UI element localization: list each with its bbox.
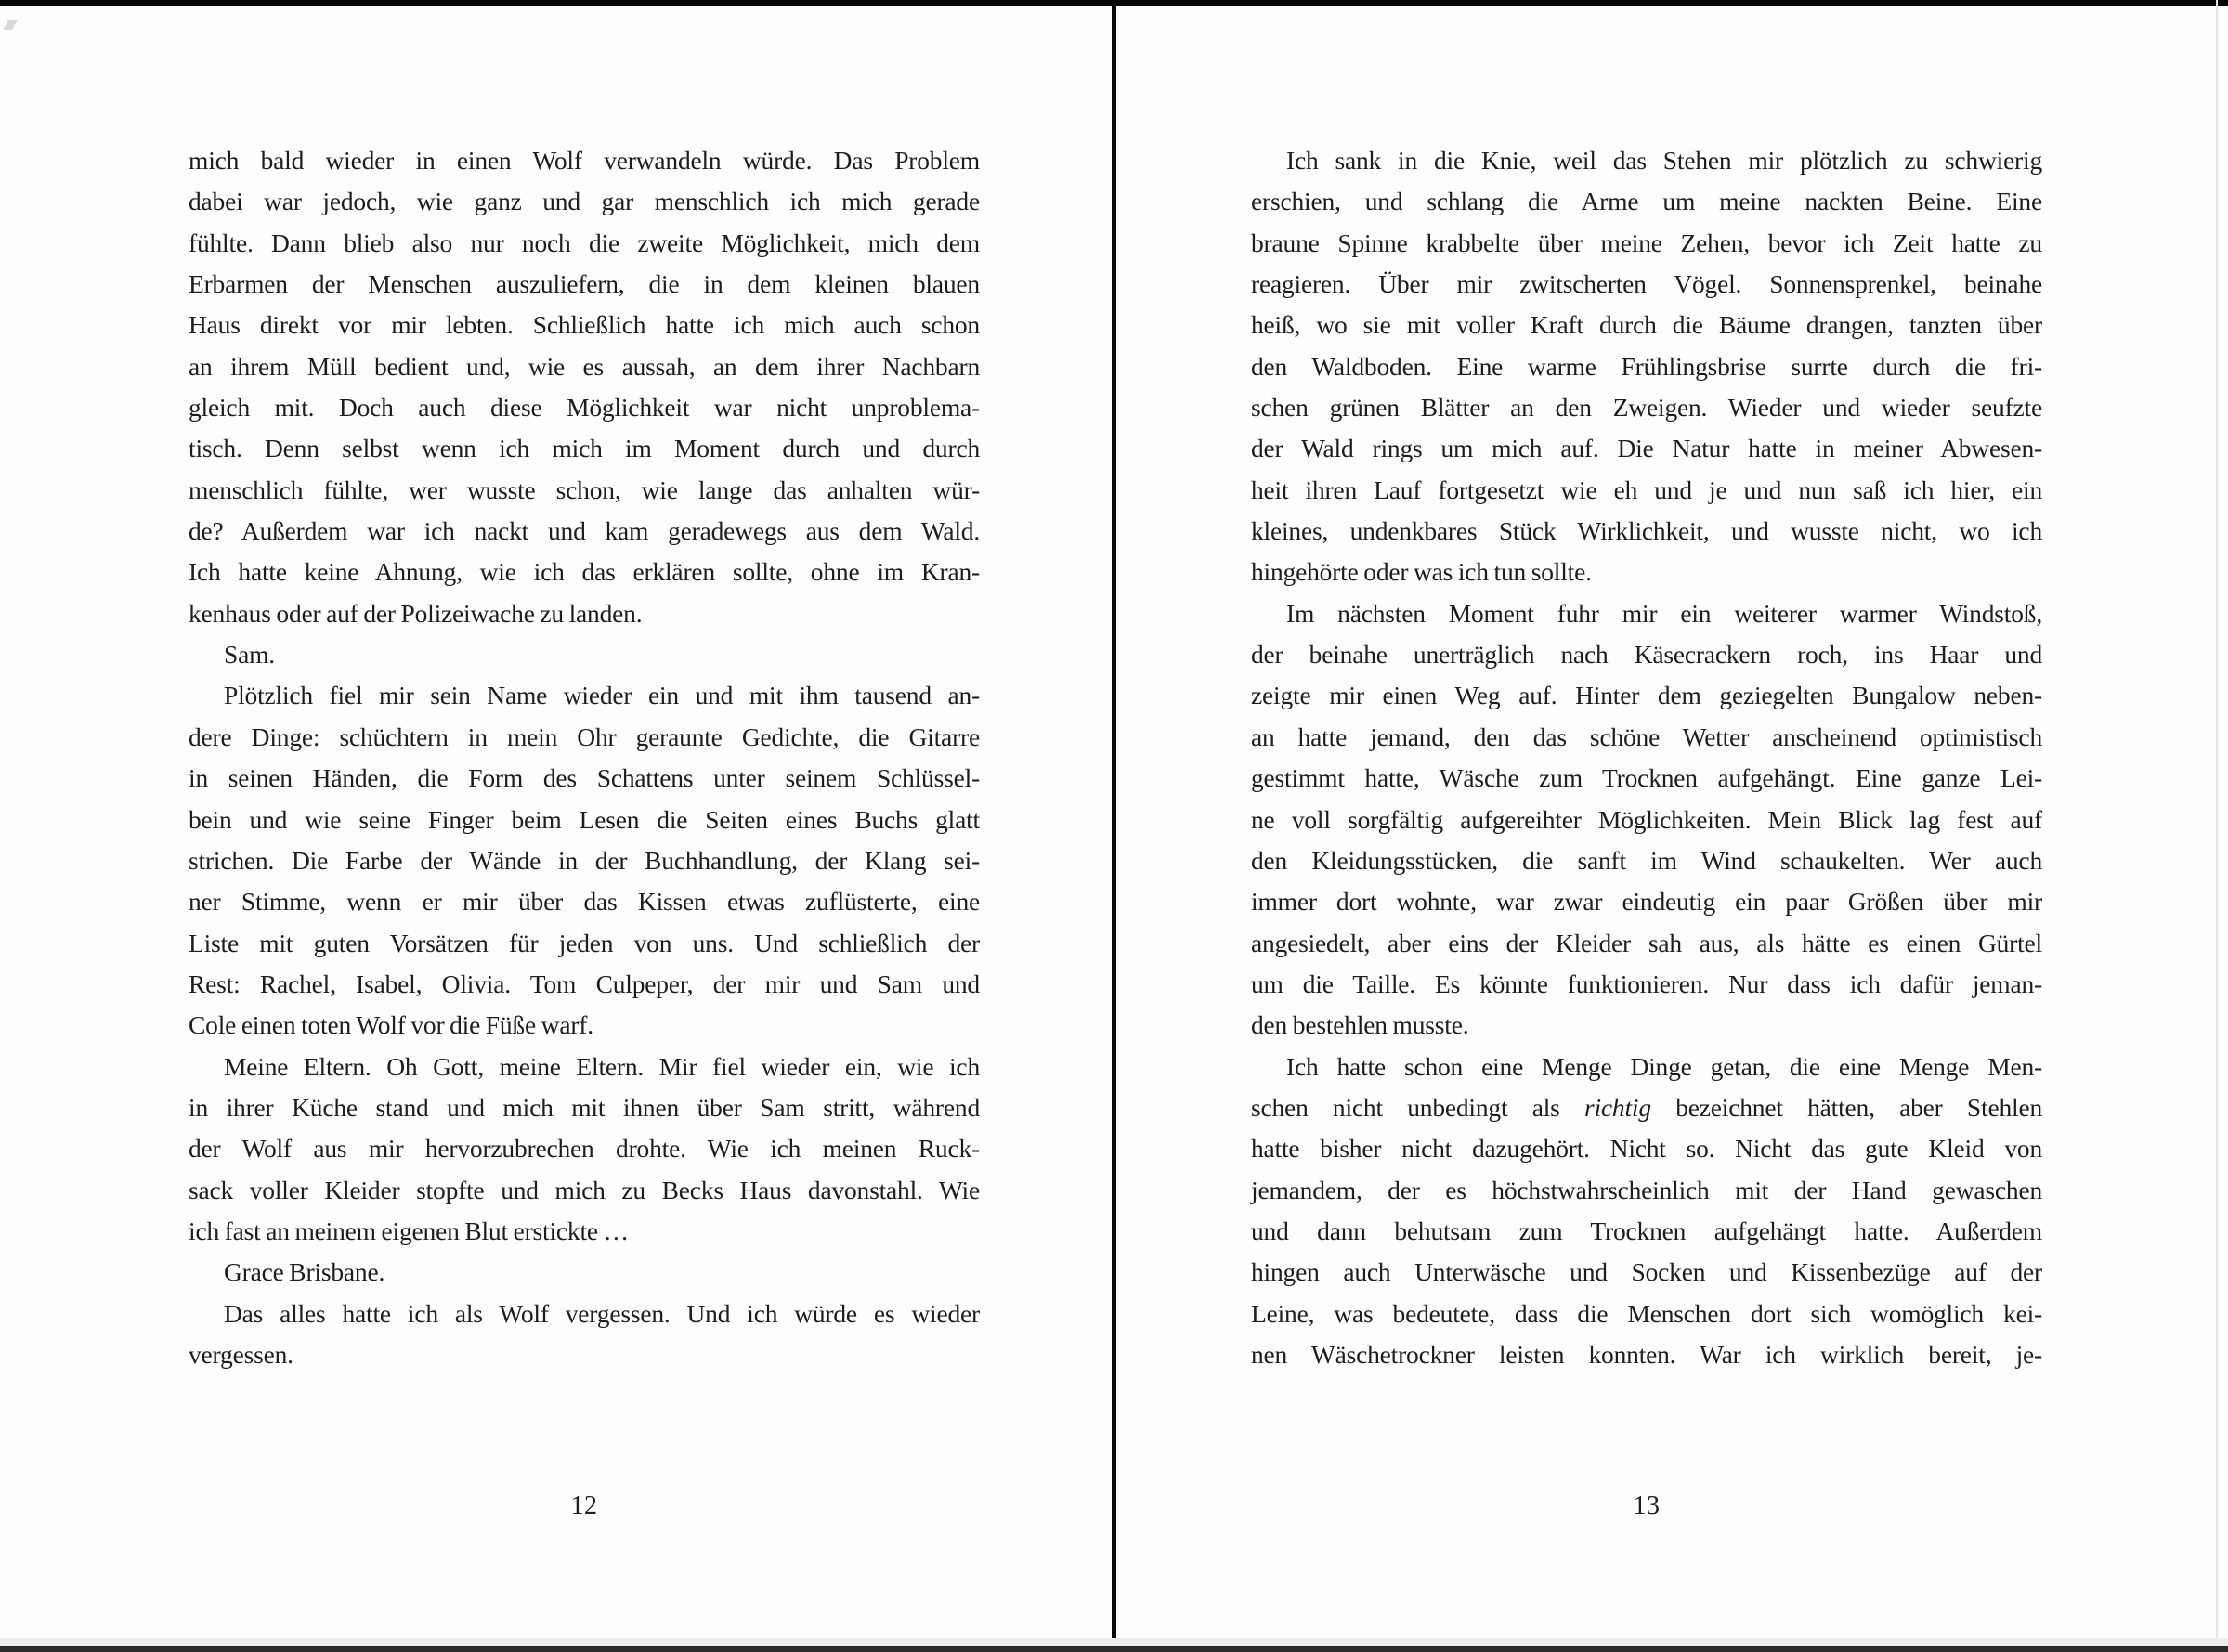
text-line: Ich hatte keine Ahnung, wie ich das erklären sollte, ohne im Kran-: [189, 557, 980, 587]
text-line: in ihrer Küche stand und mich mit ihnen über Sam stritt, während: [189, 1092, 980, 1122]
text-line: um die Taille. Es könnte funktionieren. Nur dass ich dafür jeman-: [1251, 969, 2042, 998]
text-line: angesiedelt, aber eins der Kleider sah aus, als hätte es einen Gürtel: [1251, 928, 2042, 957]
text-line: Erbarmen der Menschen auszuliefern, die in dem kleinen blauen: [189, 269, 980, 299]
text-line: den Kleidungsstücken, die sanft im Wind schaukelten. Wer auch: [1251, 845, 2042, 875]
text-line: schen grünen Blätter an den Zweigen. Wieder und wieder seufzte: [1251, 393, 2042, 423]
text-line: mich bald wieder in einen Wolf verwandeln würde. Das Problem: [189, 146, 980, 175]
text-line: und dann behutsam zum Trocknen aufgehängt hatte. Außerdem: [1251, 1216, 2042, 1245]
right-page-number: 13: [1633, 1491, 1661, 1520]
text-line: reagieren. Über mir zwitscherten Vögel. Sonnensprenkel, beinahe: [1251, 269, 2042, 299]
text-line: gestimmt hatte, Wäsche zum Trocknen aufgehängt. Eine ganze Lei-: [1251, 763, 2042, 793]
text-line: der Wolf aus mir hervorzubrechen drohte. Wie ich meinen Ruck-: [189, 1134, 980, 1164]
text-line: Meine Eltern. Oh Gott, meine Eltern. Mir fiel wieder ein, wie ich: [224, 1051, 980, 1081]
text-line: Leine, was bedeutete, dass die Menschen dort sich womöglich kei-: [1251, 1298, 2042, 1328]
text-line: dabei war jedoch, wie ganz und gar menschlich ich mich gerade: [189, 187, 980, 216]
text-line: ne voll sorgfältig aufgereihter Möglichkeiten. Mein Blick lag fest auf: [1251, 804, 2042, 834]
text-line: kleines, undenkbares Stück Wirklichkeit, und wusste nicht, wo ich: [1251, 516, 2042, 546]
text-segment: schen nicht unbedingt als: [1251, 1092, 1584, 1122]
text-line: [1251, 1087, 2042, 1128]
text-line: der beinahe unerträglich nach Käsecrackern roch, ins Haar und: [1251, 640, 2042, 670]
text-line: in seinen Händen, die Form des Schattens unter seinem Schlüssel-: [189, 763, 980, 793]
text-line: den bestehlen musste.: [1251, 1010, 1469, 1040]
text-line: Plötzlich fiel mir sein Name wieder ein und mit ihm tausend an-: [224, 681, 980, 710]
text-line: tisch. Denn selbst wenn ich mich im Moment durch und durch: [189, 434, 980, 463]
text-line: ner Stimme, wenn er mir über das Kissen etwas zuflüsterte, eine: [189, 887, 980, 917]
text-line: an ihrem Müll bedient und, wie es aussah, an dem ihrer Nachbarn: [189, 351, 980, 381]
text-line: nen Wäschetrockner leisten konnten. War ich wirklich bereit, je-: [1251, 1339, 2042, 1369]
text-line: Cole einen toten Wolf vor die Füße warf.: [189, 1010, 593, 1040]
text-line: hingehörte oder was ich tun sollte.: [1251, 557, 1592, 587]
text-line: dere Dinge: schüchtern in mein Ohr geraunte Gedichte, die Gitarre: [189, 722, 980, 751]
text-line: Das alles hatte ich als Wolf vergessen. Und ich würde es wieder: [224, 1298, 980, 1328]
gutter-divider: [1112, 0, 1116, 1652]
text-line: Im nächsten Moment fuhr mir ein weiterer warmer Windstoß,: [1286, 598, 2042, 628]
text-segment: bezeichnet hätten, aber Stehlen: [1650, 1092, 2042, 1122]
text-line: fühlte. Dann blieb also nur noch die zweite Möglichkeit, mich dem: [189, 228, 980, 257]
left-page-number: 12: [570, 1491, 598, 1520]
text-line: bein und wie seine Finger beim Lesen die Seiten eines Buchs glatt: [189, 804, 980, 834]
text-line: menschlich fühlte, wer wusste schon, wie lange das anhalten wür-: [189, 475, 980, 504]
text-line: zeigte mir einen Weg auf. Hinter dem geziegelten Bungalow neben-: [1251, 681, 2042, 710]
text-line: kenhaus oder auf der Polizeiwache zu landen.: [189, 598, 643, 628]
text-line: Liste mit guten Vorsätzen für jeden von uns. Und schließlich der: [189, 928, 980, 957]
text-line: den Waldboden. Eine warme Frühlingsbrise surrte durch die fri-: [1251, 351, 2042, 381]
text-line: vergessen.: [189, 1339, 293, 1369]
text-line: Haus direkt vor mir lebten. Schließlich hatte ich mich auch schon: [189, 310, 980, 340]
text-line: Ich sank in die Knie, weil das Stehen mir plötzlich zu schwierig: [1286, 146, 2042, 175]
text-line: heiß, wo sie mit voller Kraft durch die Bäume drangen, tanzten über: [1251, 310, 2042, 340]
text-line: Rest: Rachel, Isabel, Olivia. Tom Culpeper, der mir und Sam und: [189, 969, 980, 998]
text-line: immer dort wohnte, war zwar eindeutig ein paar Größen über mir: [1251, 887, 2042, 917]
left-page-text: [189, 140, 980, 1375]
italic-text-segment: richtig: [1583, 1092, 1651, 1122]
text-line: erschien, und schlang die Arme um meine nackten Beine. Eine: [1251, 187, 2042, 216]
right-page-text: [1251, 140, 2042, 1375]
page-edge-line: [2216, 0, 2218, 1652]
text-line: jemandem, der es höchstwahrscheinlich mit der Hand gewaschen: [1251, 1175, 2042, 1204]
text-line: hingen auch Unterwäsche und Socken und Kissenbezüge auf der: [1251, 1257, 2042, 1287]
scan-corner-artifact: [3, 20, 18, 30]
text-line: Ich hatte schon eine Menge Dinge getan, die eine Menge Men-: [1286, 1051, 2042, 1081]
text-line: strichen. Die Farbe der Wände in der Buchhandlung, der Klang sei-: [189, 845, 980, 875]
text-line: gleich mit. Doch auch diese Möglichkeit war nicht unproblema-: [189, 393, 980, 423]
bottom-edge-shade: [0, 1638, 2228, 1646]
text-line: de? Außerdem war ich nackt und kam geradewegs aus dem Wald.: [189, 516, 980, 546]
bottom-edge-bar: [0, 1646, 2228, 1652]
text-line: heit ihren Lauf fortgesetzt wie eh und je und nun saß ich hier, ein: [1251, 475, 2042, 504]
text-line: ich fast an meinem eigenen Blut erstickte …: [189, 1216, 629, 1245]
text-line: Sam.: [224, 640, 275, 670]
text-line: an hatte jemand, den das schöne Wetter anscheinend optimistisch: [1251, 722, 2042, 751]
text-line: braune Spinne krabbelte über meine Zehen, bevor ich Zeit hatte zu: [1251, 228, 2042, 257]
text-line: sack voller Kleider stopfte und mich zu Becks Haus davonstahl. Wie: [189, 1175, 980, 1204]
text-line: Grace Brisbane.: [224, 1257, 385, 1287]
text-line: der Wald rings um mich auf. Die Natur hatte in meiner Abwesen-: [1251, 434, 2042, 463]
text-line: hatte bisher nicht dazugehört. Nicht so. Nicht das gute Kleid von: [1251, 1134, 2042, 1164]
